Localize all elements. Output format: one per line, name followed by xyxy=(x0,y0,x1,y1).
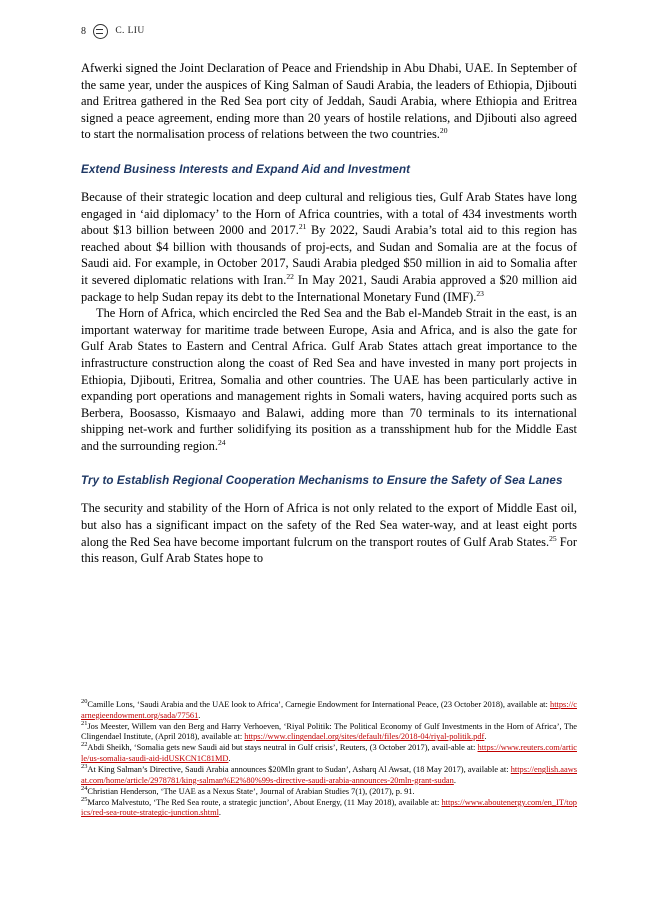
footnote-ref-25[interactable]: 25 xyxy=(549,533,557,543)
running-head-author: C. LIU xyxy=(115,26,145,36)
footnote-number: 22 xyxy=(81,741,88,749)
footnote-text: Marco Malvestuto, ‘The Red Sea route, a strategic junction’, About Energy, (11 May 2018), available at: xyxy=(87,797,442,807)
running-head xyxy=(81,24,577,38)
footnote-ref-21[interactable]: 21 xyxy=(298,222,307,232)
paragraph-3 xyxy=(81,305,577,454)
paragraph-2-text-c: In May 2021, Saudi Arabia approved a $20 million aid package to help Sudan repay its debt to the International Monetary Fund (IMF). xyxy=(81,272,577,304)
footnote-text-end: . xyxy=(228,753,231,763)
footnote-link[interactable]: https://carnegieendowment.org/sada/77561 xyxy=(81,700,577,720)
footnote-number: 21 xyxy=(81,719,88,727)
footnote-item xyxy=(81,700,577,721)
footnote-item xyxy=(81,798,577,819)
paragraph-2-text-a: Because of their strategic location and deep cultural and religious ties, Gulf Arab States have long engaged in ‘aid diplomacy’ to the Horn of Africa countries, with a total of 434 investments worth about $13 billion between 2000 and 2017. xyxy=(81,189,577,238)
footnote-ref-20[interactable]: 20 xyxy=(439,126,448,136)
footnote-item xyxy=(81,765,577,786)
footnote-link[interactable]: https://english.aawsat.com/home/article/2978781/king-salman%E2%80%99s-directive-saudi-arabia-announces-20mln-grant-sudan xyxy=(81,765,577,785)
page-content xyxy=(81,24,577,567)
paragraph-3-text: The Horn of Africa, which encircled the Red Sea and the Bab el-Mandeb Strait in the east, is an important waterway for maritime trade between Europe, Asia and Africa, and is also the gate for Gulf Arab States to Eastern and Central Africa. Gulf Arab States attach great importance to the infrastructure construction along the coast of Red Sea and have invested in many port projects in Ethiopia, Djibouti, Eritrea, Somalia and other countries. The UAE has been particularly active in expanding port operations and management rights in Somali waters, having acquired ports such as Berbera, Boosasso, Kismaayo and Balawi, adding more than 70 terminals to its international shipping net-work and further solidifying its position as a transshipment hub for the Middle East and the surrounding region. xyxy=(81,306,577,453)
footnote-ref-24[interactable]: 24 xyxy=(217,437,226,447)
footnote-link[interactable]: https://www.reuters.com/article/us-somalia-saudi-aid-idUSKCN1C81MD xyxy=(81,743,577,763)
footnote-text-end: . xyxy=(484,732,487,742)
paragraph-1 xyxy=(81,60,577,143)
footnote-number: 20 xyxy=(81,698,88,706)
footnote-item xyxy=(81,743,577,764)
paragraph-2-text-b: By 2022, Saudi Arabia’s total aid to this region has reached about $4 billion with thousands of proj-ects, and Sudan and Somalia are at the focus of Saudi aid. For example, in October 2017, Saudi Arabia pledged $50 million in aid to Somalia after it severed diplomatic relations with Iran. xyxy=(81,223,578,287)
section-heading-2: Try to Establish Regional Cooperation Mechanisms to Ensure the Safety of Sea Lanes xyxy=(81,474,563,488)
footnote-text-end: . xyxy=(453,775,456,785)
paragraph-2 xyxy=(81,189,577,305)
section-heading-1: Extend Business Interests and Expand Aid and Investment xyxy=(81,162,411,176)
footnote-link[interactable]: https://www.aboutenergy.com/en_IT/topics/red-sea-route-strategic-junction.shtml xyxy=(81,797,577,818)
page-number: 8 xyxy=(81,25,87,37)
paragraph-4-text-a: The security and stability of the Horn of Africa is not only related to the export of Middle East oil, but also has a significant impact on the safety of the Red Sea water-way, and at least eight ports along the Red Sea have become important fulcrum on the transport routes of Gulf Arab States. xyxy=(81,501,577,549)
footnote-number: 23 xyxy=(81,763,88,771)
paragraph-4 xyxy=(81,500,577,566)
footnote-number: 24 xyxy=(81,784,88,792)
footnote-ref-23[interactable]: 23 xyxy=(476,288,484,298)
circle-bar-icon xyxy=(93,24,108,39)
footnote-text-end: . xyxy=(198,710,201,720)
footnote-item xyxy=(81,719,577,743)
footnote-text: Jos Meester, Willem van den Berg and Harry Verhoeven, ‘Riyal Politik: The Political Economy of Gulf Investments in the Horn of Africa’, The Clingendael Institute, (April 2018), available at: xyxy=(81,721,577,742)
footnote-item xyxy=(81,784,577,798)
footnote-text: Christian Henderson, ‘The UAE as a Nexus State’, Journal of Arabian Studies 7(1), (2017), p. 91. xyxy=(87,786,415,796)
footnote-text: At King Salman’s Directive, Saudi Arabia announces $20Mln grant to Sudan’, Asharq Al Awsat, (18 May 2017), available at: xyxy=(87,765,511,775)
paragraph-1-text: Afwerki signed the Joint Declaration of Peace and Friendship in Abu Dhabi, UAE. In September of the same year, under the auspices of King Salman of Saudi Arabia, the leaders of Ethiopia, Djibouti and Eritrea gathered in the Red Sea port city of Jeddah, Saudi Arabia, where Ethiopia and Eritrea signed a peace agreement, ending more than 20 years of hostile relations, and Djibouti also agreed to start the normalisation process of relations between the two countries. xyxy=(81,61,577,142)
paragraph-4-text-b: For this reason, Gulf Arab States hope to xyxy=(81,534,578,566)
footnote-number: 25 xyxy=(81,796,88,804)
footnotes-section xyxy=(81,700,577,820)
footnote-text: Camille Lons, ‘Saudi Arabia and the UAE look to Africa’, Carnegie Endowment for International Peace, (23 October 2018), available at: xyxy=(87,700,550,709)
footnote-link[interactable]: https://www.clingendael.org/sites/default/files/2018-04/riyal-politik.pdf xyxy=(244,732,485,742)
footnote-text: Abdi Sheikh, ‘Somalia gets new Saudi aid but stays neutral in Gulf crisis’, Reuters, (3 October 2017), avail-able at: xyxy=(87,743,478,753)
footnote-text-end: . xyxy=(218,808,221,818)
footnote-ref-22[interactable]: 22 xyxy=(286,271,294,281)
